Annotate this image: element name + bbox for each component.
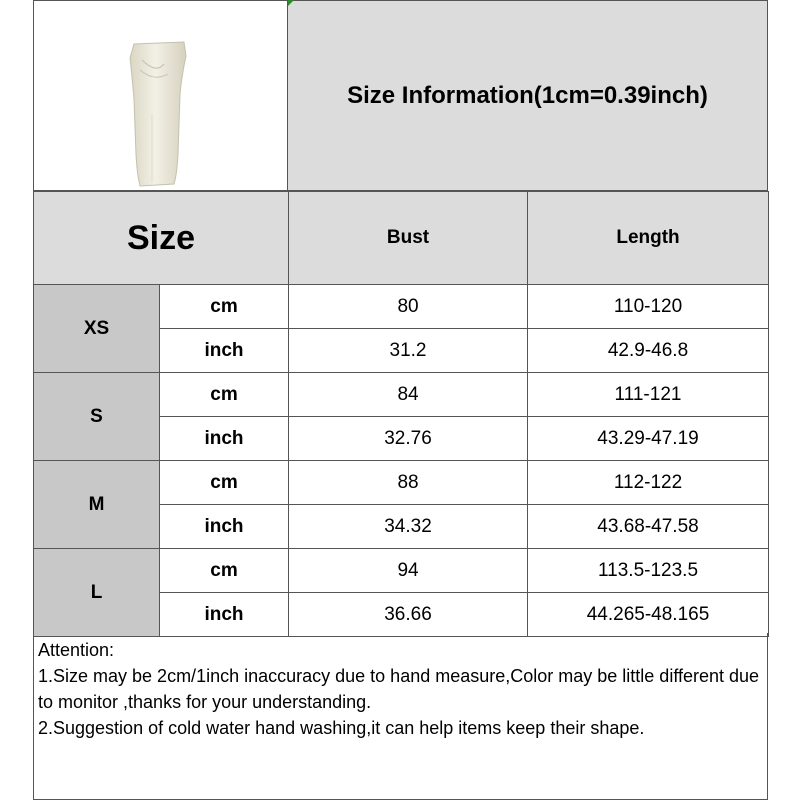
unit-label: cm <box>160 461 289 505</box>
size-column-header: Size <box>34 192 289 285</box>
bust-value: 94 <box>289 549 528 593</box>
unit-label: inch <box>160 593 289 637</box>
bust-value: 31.2 <box>289 329 528 373</box>
table-row <box>34 549 769 593</box>
strapless-dress-image <box>64 4 259 190</box>
size-label: L <box>34 549 160 637</box>
length-column-header: Length <box>528 192 769 285</box>
size-label: S <box>34 373 160 461</box>
bust-value: 84 <box>289 373 528 417</box>
table-header-row <box>34 192 769 285</box>
unit-label: inch <box>160 417 289 461</box>
length-value: 43.29-47.19 <box>528 417 769 461</box>
unit-label: cm <box>160 549 289 593</box>
bust-value: 32.76 <box>289 417 528 461</box>
length-value: 113.5-123.5 <box>528 549 769 593</box>
corner-marker <box>288 0 294 6</box>
size-table <box>33 191 769 637</box>
table-row <box>34 461 769 505</box>
length-value: 111-121 <box>528 373 769 417</box>
unit-label: inch <box>160 329 289 373</box>
notes-heading: Attention: <box>38 640 115 660</box>
length-value: 112-122 <box>528 461 769 505</box>
bust-value: 34.32 <box>289 505 528 549</box>
bust-value: 88 <box>289 461 528 505</box>
page-title: Size Information(1cm=0.39inch) <box>288 0 768 191</box>
length-value: 43.68-47.58 <box>528 505 769 549</box>
bust-column-header: Bust <box>289 192 528 285</box>
attention-notes <box>33 633 768 800</box>
unit-label: cm <box>160 285 289 329</box>
note-line-1: 1.Size may be 2cm/1inch inaccuracy due to hand measure,Color may be little different due to monitor ,thanks for your understanding. <box>38 666 760 712</box>
length-value: 42.9-46.8 <box>528 329 769 373</box>
unit-label: cm <box>160 373 289 417</box>
size-chart <box>33 0 768 800</box>
table-row <box>34 373 769 417</box>
bust-value: 36.66 <box>289 593 528 637</box>
size-label: XS <box>34 285 160 373</box>
unit-label: inch <box>160 505 289 549</box>
length-value: 44.265-48.165 <box>528 593 769 637</box>
length-value: 110-120 <box>528 285 769 329</box>
table-row <box>34 285 769 329</box>
note-line-2: 2.Suggestion of cold water hand washing,it can help items keep their shape. <box>38 718 645 738</box>
size-label: M <box>34 461 160 549</box>
product-photo <box>33 0 288 191</box>
bust-value: 80 <box>289 285 528 329</box>
